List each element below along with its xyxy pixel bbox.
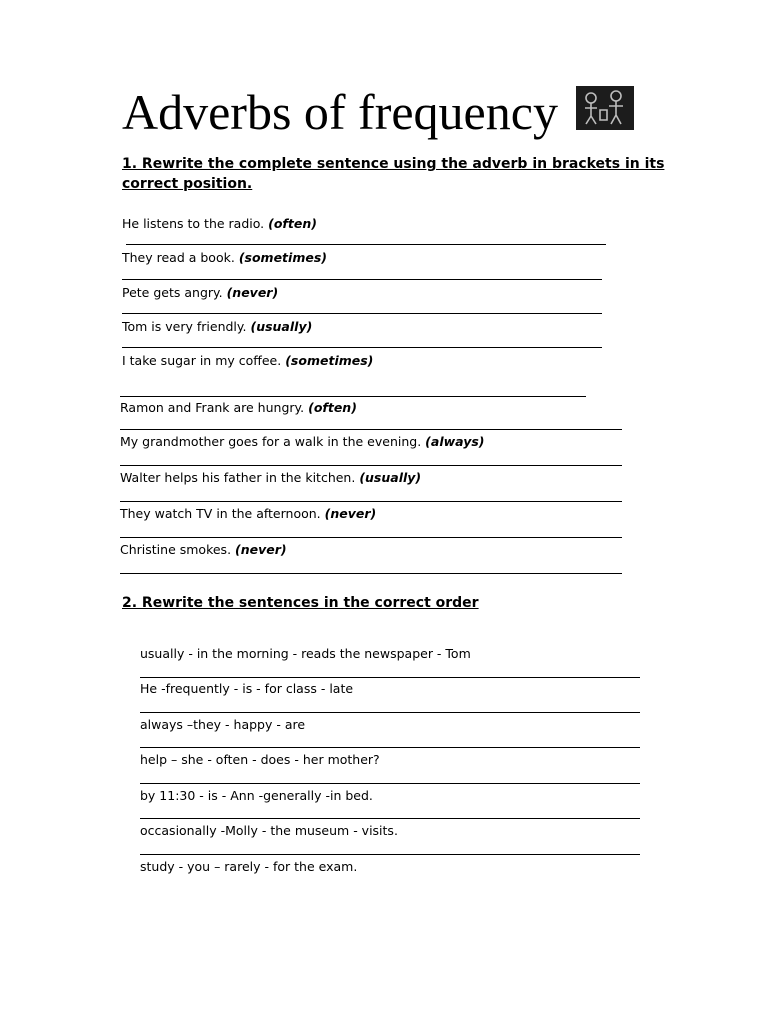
exercise-1-item: They watch TV in the afternoon. (never) xyxy=(120,506,377,521)
answer-line[interactable] xyxy=(120,429,622,430)
exercise-1-item: I take sugar in my coffee. (sometimes) xyxy=(122,353,374,368)
answer-line[interactable] xyxy=(140,783,640,784)
answer-line[interactable] xyxy=(120,573,622,574)
exercise-1-item: They read a book. (sometimes) xyxy=(122,250,327,265)
exercise-2-item: help – she - often - does - her mother? xyxy=(140,752,380,767)
answer-line[interactable] xyxy=(140,677,640,678)
exercise-2-item: usually - in the morning - reads the newspaper - Tom xyxy=(140,646,471,661)
exercise-1-item: Ramon and Frank are hungry. (often) xyxy=(120,400,357,415)
answer-line[interactable] xyxy=(122,347,602,348)
answer-line[interactable] xyxy=(140,854,640,855)
answer-line[interactable] xyxy=(120,537,622,538)
exercise-2-item: occasionally -Molly - the museum - visits. xyxy=(140,823,398,838)
answer-line[interactable] xyxy=(120,501,622,502)
section-1-heading: 1. Rewrite the complete sentence using the adverb in brackets in its xyxy=(122,156,665,172)
answer-line[interactable] xyxy=(120,396,586,397)
exercise-2-item: He -frequently - is - for class - late xyxy=(140,681,354,696)
answer-line[interactable] xyxy=(122,279,602,280)
exercise-2-item: always –they - happy - are xyxy=(140,717,306,732)
exercise-1-item: Christine smokes. (never) xyxy=(120,542,287,557)
exercise-2-item: study - you – rarely - for the exam. xyxy=(140,859,358,874)
exercise-1-item: He listens to the radio. (often) xyxy=(122,216,317,231)
answer-line[interactable] xyxy=(126,244,606,245)
answer-line[interactable] xyxy=(122,313,602,314)
answer-line[interactable] xyxy=(140,818,640,819)
exercise-1-item: My grandmother goes for a walk in the evening. (always) xyxy=(120,434,485,449)
section-2-heading: 2. Rewrite the sentences in the correct order xyxy=(122,595,479,611)
exercise-1-item: Tom is very friendly. (usually) xyxy=(122,319,313,334)
worksheet-title: Adverbs of frequency xyxy=(122,84,558,140)
exercise-2-item: by 11:30 - is - Ann -generally -in bed. xyxy=(140,788,373,803)
exercise-1-item: Walter helps his father in the kitchen. (usually) xyxy=(120,470,422,485)
section-1-heading-continued: correct position. xyxy=(122,176,253,192)
answer-line[interactable] xyxy=(140,747,640,748)
exercise-1-item: Pete gets angry. (never) xyxy=(122,285,279,300)
answer-line[interactable] xyxy=(140,712,640,713)
title-clipart-image xyxy=(576,86,634,130)
answer-line[interactable] xyxy=(120,465,622,466)
